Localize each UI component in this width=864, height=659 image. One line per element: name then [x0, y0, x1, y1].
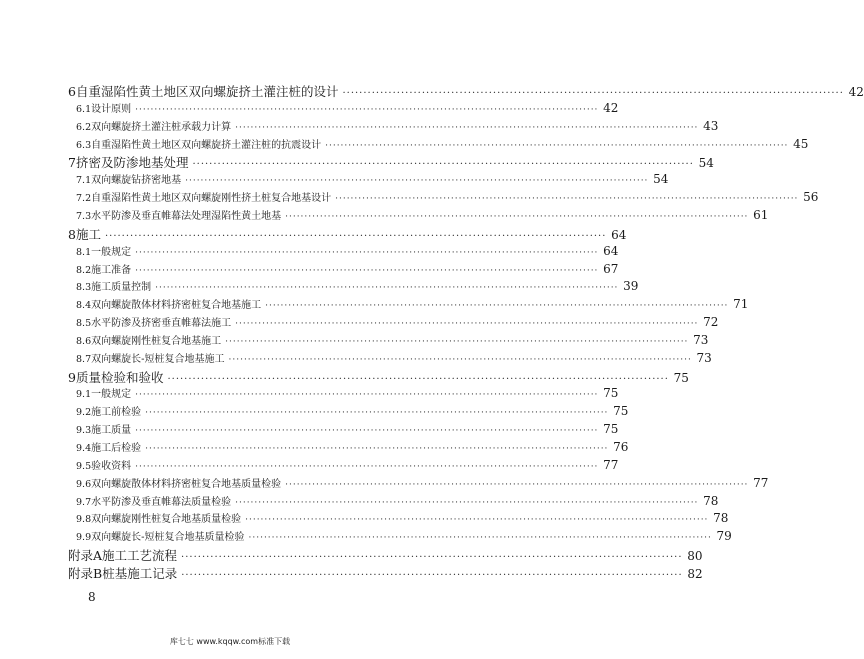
toc-section-number: 9.9 [76, 532, 92, 544]
toc-entry-title: 双向螺旋散体材料挤密桩复合地基施工 [91, 300, 262, 312]
dot-leader: ························································································································ [181, 552, 683, 564]
footer-watermark: 库七七 www.kqqw.com标准下载 [169, 637, 291, 646]
toc-page-number: 72 [703, 315, 719, 330]
toc-entry-title: 施工工艺流程 [102, 548, 178, 564]
toc-page-number: 42 [848, 85, 864, 99]
toc-page-number: 77 [603, 457, 619, 472]
toc-section-number: 6.2 [76, 121, 92, 133]
toc-section-number: 9.6 [76, 478, 92, 490]
dot-leader: ························································································································ [335, 194, 799, 205]
toc-section-number: 8.3 [76, 282, 92, 294]
toc-entry-title: 双向螺旋钻挤密地基 [91, 175, 182, 187]
toc-entry-title: 自重湿陷性黄土地区双向螺旋挤土灌注桩的设计 [75, 84, 339, 99]
toc-page-number: 43 [703, 118, 719, 133]
toc-section-number: 9.5 [76, 460, 92, 472]
toc-page-number: 73 [696, 350, 712, 365]
toc-entry-title: 质量检验和验收 [75, 369, 164, 385]
toc-entry-title: 水平防渗及垂直帷幕法质量检验 [91, 496, 232, 508]
toc-page-number: 56 [803, 190, 819, 205]
toc-entry-title: 水平防渗及挤密垂直帷幕法施工 [91, 318, 232, 330]
toc-section-number: 9.8 [76, 514, 92, 526]
toc-entry-title: 一般规定 [91, 246, 132, 258]
dot-leader: ························································································································ [135, 426, 599, 437]
toc-section-number: 9.7 [76, 496, 92, 508]
toc-page-number: 75 [673, 370, 689, 385]
toc-page-number: 78 [713, 511, 729, 526]
toc-entry-title: 水平防渗及垂直帷幕法处理湿陷性黄土地基 [91, 210, 282, 222]
dot-leader: ························································································································ [225, 336, 689, 347]
toc-section-number: 8.4 [76, 300, 92, 312]
dot-leader: ························································································································ [245, 515, 709, 526]
dot-leader: ························································································································ [235, 319, 699, 330]
dot-leader: ························································································································ [235, 122, 699, 133]
toc-entry-title: 设计原则 [91, 103, 132, 115]
dot-leader: ························································································································ [235, 497, 699, 508]
dot-leader: ························································································································ [192, 159, 694, 171]
dot-leader: ························································································································ [155, 283, 619, 294]
toc-page-number: 82 [687, 566, 703, 581]
toc-section-number: 7.1 [76, 175, 92, 187]
toc-page-number: 80 [687, 549, 703, 564]
toc-page-number: 75 [613, 404, 629, 419]
toc-section-number: 8.2 [76, 264, 92, 276]
toc-entry-title: 一般规定 [91, 389, 132, 401]
toc-page-number: 42 [603, 100, 619, 115]
toc-entry-title: 双向螺旋刚性桩复合地基质量检验 [91, 514, 242, 526]
toc-section-number: 8.5 [76, 318, 92, 330]
toc-section-number: 8.1 [76, 246, 92, 258]
toc-section-number: 8 [68, 226, 76, 242]
toc-entry-title: 双向螺旋挤土灌注桩承载力计算 [91, 121, 232, 133]
dot-leader: ························································································································ [167, 373, 669, 385]
toc-page-number: 75 [603, 386, 619, 401]
toc-page-number: 73 [693, 332, 709, 347]
toc-page-number: 77 [753, 475, 769, 490]
dot-leader: ························································································································ [145, 408, 609, 419]
dot-leader: ························································································································ [185, 176, 649, 187]
dot-leader: ························································································································ [285, 211, 749, 222]
toc-section-number: 7.2 [76, 193, 92, 205]
toc-page-number: 75 [603, 422, 619, 437]
toc-section-number: 7.3 [76, 210, 92, 222]
dot-leader: ························································································································ [342, 88, 844, 99]
toc-section-number: 9.2 [76, 407, 92, 419]
toc-entry-title: 双向螺旋长-短桩复合地基质量检验 [91, 532, 245, 544]
toc-section-number: 6 [68, 84, 76, 99]
toc-entry-title: 施工质量 [91, 425, 132, 437]
toc-section-number: 9.4 [76, 443, 92, 454]
toc-page-number: 64 [603, 243, 619, 258]
toc-entry-title: 双向螺旋刚性桩复合地基施工 [91, 335, 222, 347]
dot-leader: ························································································································ [135, 390, 599, 401]
toc-section-number: 9.3 [76, 425, 92, 437]
toc-entry-title: 双向螺旋长-短桩复合地基施工 [91, 353, 225, 365]
dot-leader: ························································································································ [265, 301, 729, 312]
dot-leader: ························································································································ [135, 247, 599, 258]
toc-page-number: 78 [703, 493, 719, 508]
toc-appendix-label: 附录A [68, 548, 103, 564]
toc-entry-title: 桩基施工记录 [102, 565, 178, 581]
toc-section-number: 6.1 [76, 103, 92, 115]
toc-page-number: 54 [698, 156, 714, 171]
dot-leader: ························································································································ [104, 230, 607, 242]
toc-entry-title: 施工 [75, 226, 101, 242]
toc-section-number: 8.6 [76, 335, 92, 347]
toc-entry-title: 双向螺旋散体材料挤密桩复合地基质量检验 [91, 478, 282, 490]
page-number: 8 [88, 590, 96, 604]
toc-page-number: 45 [793, 136, 809, 151]
dot-leader: ························································································································ [325, 140, 789, 151]
dot-leader: ························································································································ [285, 479, 749, 490]
toc-page-number: 64 [611, 227, 627, 242]
toc-entry-title: 施工前检验 [91, 407, 142, 419]
toc-entry-title: 验收资料 [91, 460, 132, 472]
toc-page-number: 54 [653, 172, 669, 187]
toc-appendix-label: 附录B [68, 565, 103, 581]
toc-page-number: 76 [613, 440, 629, 454]
toc-page-number: 71 [733, 297, 749, 312]
dot-leader: ························································································································ [248, 533, 712, 544]
dot-leader: ························································································································ [135, 265, 599, 276]
toc-page-number: 67 [603, 261, 619, 276]
dot-leader: ························································································································ [145, 444, 609, 454]
toc-page-number: 39 [623, 279, 639, 294]
dot-leader: ························································································································ [135, 461, 599, 472]
toc-section-number: 9.1 [76, 389, 92, 401]
toc-entry-title: 施工准备 [91, 264, 132, 276]
dot-leader: ························································································································ [181, 569, 683, 581]
toc-section-number: 6.3 [76, 139, 92, 151]
dot-leader: ························································································································ [228, 354, 692, 365]
toc-entry-title: 施工后检验 [91, 443, 142, 454]
toc-entry-title: 施工质量控制 [91, 282, 152, 294]
toc-section-number: 7 [68, 155, 76, 171]
dot-leader: ························································································································ [135, 104, 599, 115]
toc-row[interactable] [0, 564, 703, 584]
toc-entry-title: 挤密及防渗地基处理 [75, 155, 189, 171]
toc-page-number: 79 [716, 529, 732, 544]
toc-page-number: 61 [753, 207, 769, 222]
toc-section-number: 8.7 [76, 353, 92, 365]
toc-section-number: 9 [68, 369, 76, 385]
toc-entry-title: 自重湿陷性黄土地区双向螺旋刚性挤土桩复合地基设计 [91, 193, 332, 205]
toc-entry-title: 自重湿陷性黄土地区双向螺旋挤土灌注桩的抗震设计 [91, 139, 322, 151]
